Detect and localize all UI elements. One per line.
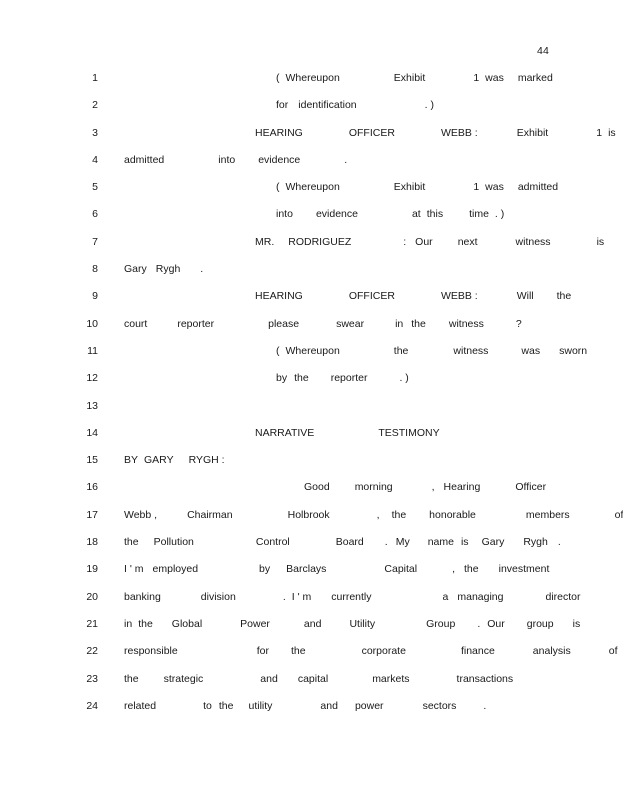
transcript-line <box>0 425 618 452</box>
transcript-line <box>0 152 618 179</box>
word: HEARING <box>255 290 303 303</box>
word: evidence <box>315 208 358 221</box>
line-number: 6 <box>92 208 98 221</box>
word: MR. <box>255 235 275 248</box>
word: Power <box>240 617 270 630</box>
page-number: 44 <box>537 45 550 57</box>
word: the <box>124 672 139 685</box>
word: morning <box>354 481 393 494</box>
line-number: 16 <box>86 481 98 494</box>
word: OFFICER <box>348 126 395 139</box>
word: . <box>477 617 481 630</box>
line-number: 5 <box>92 181 98 194</box>
word: RYGH : <box>188 454 225 467</box>
line-number: 19 <box>86 563 98 576</box>
word: of <box>608 645 618 658</box>
word: Board <box>335 536 364 549</box>
word: of <box>614 508 623 521</box>
word: responsible <box>124 645 178 658</box>
word: utility <box>248 699 273 712</box>
line-text <box>255 288 571 305</box>
line-text <box>255 425 440 442</box>
word: related <box>124 699 157 712</box>
word: Whereupon <box>285 72 340 84</box>
word: Barclays <box>286 563 327 576</box>
word: the <box>411 317 426 330</box>
transcript-line <box>0 70 618 97</box>
word: ? <box>515 317 522 330</box>
word: , <box>376 508 380 521</box>
word: BY <box>124 454 139 467</box>
word: the <box>138 617 153 630</box>
line-text <box>124 671 513 688</box>
word: marked <box>517 72 553 84</box>
word: Holbrook <box>287 508 330 521</box>
word: ( <box>276 181 280 194</box>
word: , <box>431 481 435 494</box>
transcript-line <box>0 452 618 479</box>
word: TESTIMONY <box>378 426 440 439</box>
word: Whereupon <box>285 344 340 357</box>
line-text <box>124 643 618 660</box>
word: markets <box>372 672 410 685</box>
word: Will <box>516 290 534 303</box>
word: , <box>452 563 456 576</box>
line-number: 24 <box>86 699 98 712</box>
transcript-line <box>0 671 618 698</box>
line-text <box>276 343 587 360</box>
line-text <box>124 698 486 715</box>
word: and <box>303 617 322 630</box>
transcript-line <box>0 561 618 588</box>
word: was <box>521 344 541 357</box>
word: Good <box>304 481 330 494</box>
line-text <box>124 507 623 524</box>
word: corporate <box>361 645 406 658</box>
word: is <box>596 235 605 248</box>
word: analysis <box>532 645 571 658</box>
line-text <box>276 206 504 223</box>
transcript-line <box>0 343 618 370</box>
word: Capital <box>384 563 418 576</box>
word: identification <box>298 99 357 112</box>
line-number: 17 <box>86 508 98 521</box>
word: court <box>124 317 148 330</box>
line-text <box>124 589 581 606</box>
word: Exhibit <box>516 126 549 139</box>
word: Chairman <box>187 508 233 521</box>
line-text <box>255 125 616 142</box>
transcript-line <box>0 234 618 261</box>
word: reporter <box>177 317 215 330</box>
word: My <box>395 536 410 549</box>
word: Gary <box>481 536 505 549</box>
word: 1 <box>473 181 480 194</box>
line-number: 1 <box>92 72 98 84</box>
word: by <box>276 372 288 385</box>
word: Utility <box>349 617 376 630</box>
line-text <box>276 70 553 87</box>
word: Exhibit <box>393 72 426 84</box>
word: . <box>282 590 286 603</box>
word: admitted <box>124 153 165 166</box>
word: 1 <box>596 126 603 139</box>
word: Whereupon <box>285 181 340 194</box>
word: investment <box>498 563 550 576</box>
word: Our <box>415 235 433 248</box>
word: is <box>608 126 616 139</box>
word: ( <box>276 344 280 357</box>
word: finance <box>460 645 495 658</box>
word: the <box>290 645 306 658</box>
transcript-line <box>0 479 618 506</box>
word: capital <box>297 672 329 685</box>
line-text <box>124 534 561 551</box>
word: reporter <box>330 372 368 385</box>
word: . ) <box>494 208 505 221</box>
line-number: 22 <box>86 645 98 658</box>
word: for <box>256 645 269 658</box>
word: is <box>460 536 469 549</box>
line-text <box>124 616 580 633</box>
word: into <box>276 208 293 221</box>
word: 1 <box>473 72 480 84</box>
line-number: 8 <box>92 263 98 276</box>
word: the <box>124 536 139 549</box>
word: strategic <box>163 672 204 685</box>
word: sectors <box>422 699 457 712</box>
word: employed <box>152 563 199 576</box>
word: swear <box>336 317 365 330</box>
line-number: 13 <box>86 399 98 412</box>
transcript-line <box>0 589 618 616</box>
word: the <box>464 563 479 576</box>
word: GARY <box>144 454 174 467</box>
line-text <box>276 370 409 387</box>
word: name <box>427 536 454 549</box>
transcript-line <box>0 698 618 725</box>
word: division <box>200 590 236 603</box>
word: Rygh <box>523 536 548 549</box>
word: . ) <box>424 99 434 112</box>
line-number: 7 <box>92 235 98 248</box>
word: Rygh <box>155 263 181 276</box>
line-text <box>124 452 225 469</box>
line-text <box>304 479 546 496</box>
word: power <box>354 699 384 712</box>
word: is <box>572 617 581 630</box>
word: please <box>268 317 300 330</box>
word: the <box>393 344 409 357</box>
transcript-line <box>0 507 623 534</box>
word: honorable <box>429 508 476 521</box>
word: Hearing <box>443 481 481 494</box>
word: managing <box>457 590 504 603</box>
word: . <box>384 536 388 549</box>
word: Group <box>426 617 456 630</box>
line-number: 3 <box>92 126 98 139</box>
word: for <box>276 99 289 112</box>
word: and <box>320 699 338 712</box>
word: Global <box>171 617 203 630</box>
word: Control <box>255 536 290 549</box>
line-number: 15 <box>86 454 98 467</box>
word: Our <box>487 617 505 630</box>
word: I ' m <box>124 563 144 576</box>
word: the <box>218 699 234 712</box>
transcript-line <box>0 125 618 152</box>
word: HEARING <box>255 126 303 139</box>
word: currently <box>331 590 372 603</box>
line-text <box>124 316 522 333</box>
word: next <box>457 235 478 248</box>
word: to <box>203 699 212 712</box>
word: group <box>526 617 554 630</box>
word: in <box>124 617 133 630</box>
word: WEBB : <box>440 126 478 139</box>
line-text <box>255 234 604 251</box>
word: members <box>525 508 570 521</box>
line-number: 2 <box>92 99 98 112</box>
word: by <box>259 563 271 576</box>
transcript-body <box>0 70 623 725</box>
word: NARRATIVE <box>255 426 315 439</box>
word: sworn <box>559 344 588 357</box>
word: the <box>556 290 572 303</box>
line-number: 18 <box>86 536 98 549</box>
word: I ' m <box>291 590 312 603</box>
word: witness <box>515 235 551 248</box>
word: witness <box>448 317 484 330</box>
transcript-line <box>0 206 618 233</box>
word: . <box>557 536 561 549</box>
word: Webb , <box>124 508 158 521</box>
word: Exhibit <box>393 181 426 194</box>
transcript-line <box>0 616 618 643</box>
line-number: 14 <box>86 426 98 439</box>
word: OFFICER <box>348 290 395 303</box>
word: witness <box>453 344 489 357</box>
line-number: 9 <box>92 290 98 303</box>
word: ( <box>276 72 280 84</box>
word: . ) <box>399 372 409 385</box>
transcript-line <box>0 179 618 206</box>
line-number: 20 <box>86 590 98 603</box>
word: RODRIGUEZ <box>288 235 352 248</box>
word: : <box>403 235 407 248</box>
word: into <box>218 153 236 166</box>
word: in <box>395 317 404 330</box>
word: a <box>442 590 449 603</box>
word: was <box>485 181 504 194</box>
line-number: 21 <box>86 617 98 630</box>
word: and <box>260 672 278 685</box>
word: admitted <box>517 181 559 194</box>
line-number: 10 <box>86 317 98 330</box>
word: Gary <box>124 263 147 276</box>
line-text <box>276 97 434 114</box>
transcript-line <box>0 398 618 425</box>
line-text <box>124 261 203 278</box>
line-text <box>276 179 558 196</box>
word: was <box>485 72 504 84</box>
line-number: 11 <box>87 344 98 357</box>
word: the <box>391 508 407 521</box>
transcript-line <box>0 97 618 124</box>
word: this <box>426 208 444 221</box>
line-text <box>124 152 347 169</box>
line-number: 12 <box>86 372 98 385</box>
word: transactions <box>456 672 514 685</box>
transcript-line <box>0 316 618 343</box>
transcript-line <box>0 643 618 670</box>
line-text <box>124 561 549 578</box>
line-number: 4 <box>92 153 98 166</box>
word: at <box>411 208 421 221</box>
word: director <box>545 590 581 603</box>
word: evidence <box>258 153 301 166</box>
transcript-line <box>0 261 618 288</box>
word: banking <box>124 590 161 603</box>
word: WEBB : <box>440 290 478 303</box>
transcript-line <box>0 534 618 561</box>
word: time <box>469 208 489 221</box>
word: Officer <box>515 481 547 494</box>
word: . <box>344 153 348 166</box>
transcript-line <box>0 288 618 315</box>
transcript-line <box>0 370 618 397</box>
word: . <box>483 699 487 712</box>
line-number: 23 <box>86 672 98 685</box>
word: Pollution <box>153 536 194 549</box>
word: the <box>294 372 309 385</box>
word: . <box>200 263 204 276</box>
